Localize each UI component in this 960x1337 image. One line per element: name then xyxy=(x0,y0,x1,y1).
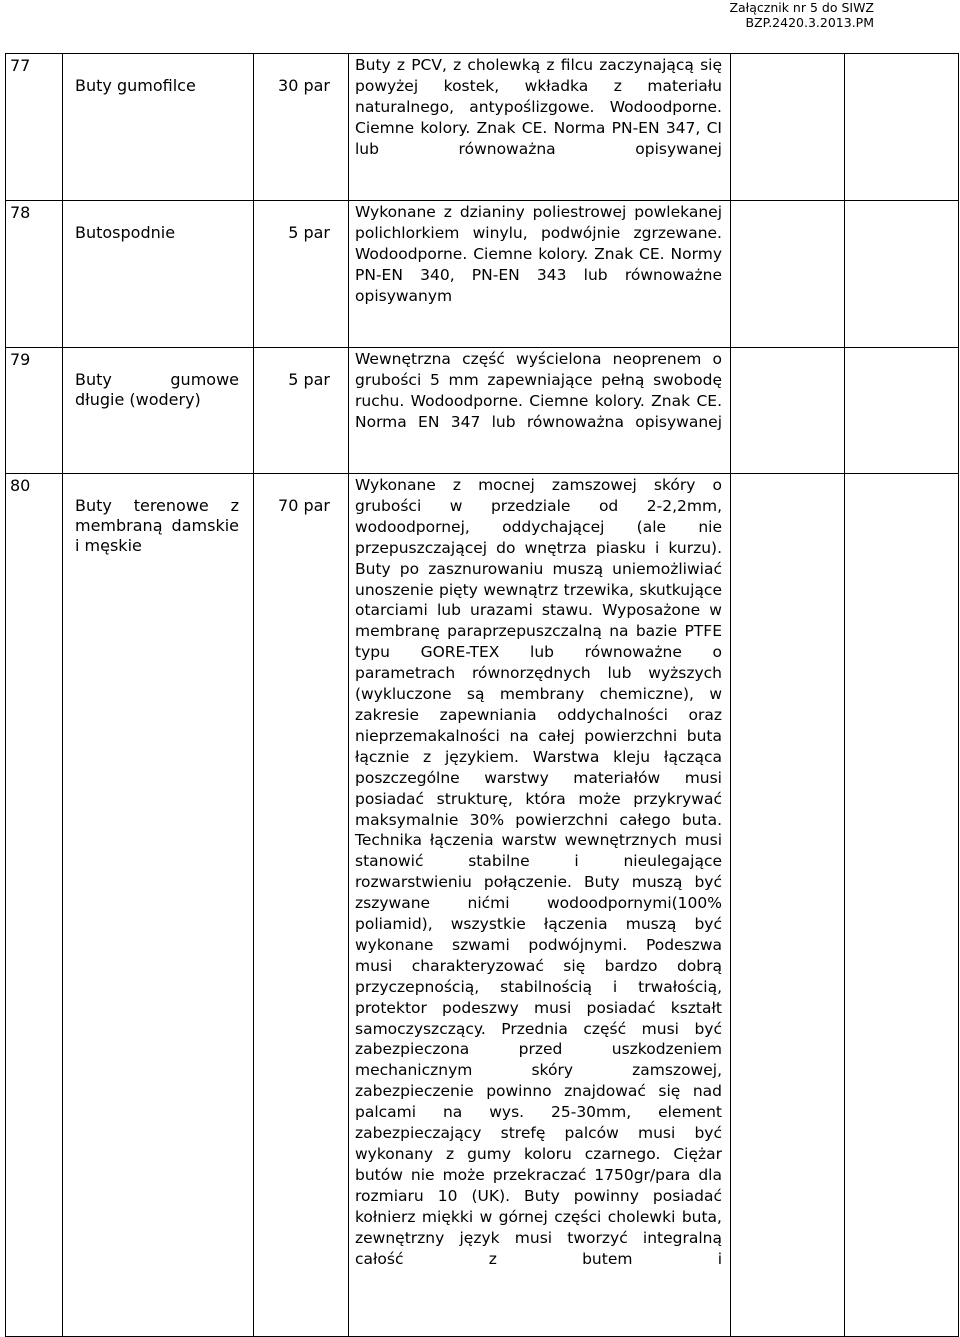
item-quantity: 5 par xyxy=(254,348,349,474)
item-name: Butospodnie xyxy=(63,201,254,348)
table-row xyxy=(6,474,959,1337)
item-quantity: 70 par xyxy=(254,474,349,1337)
empty-cell xyxy=(731,201,845,348)
item-description: Wykonane z mocnej zamszowej skóry o grubości w przedziale od 2-2,2mm, wodoodpornej, oddychającej (ale nie przepuszczającej do wnętrza piasku i kurzu). Buty po zasznurowaniu muszą uniemożliwiać unoszenie pięty wewnątrz trzewika, skutkujące otarciami lub urazami stawu. Wyposażone w membranę paraprzepuszczalną na bazie PTFE typu GORE-TEX lub równoważne o parametrach równorzędnych lub wyższych (wykluczone są membrany chemiczne), w zakresie zapewniania oddychalności oraz nieprzemakalności na całej powierzchni buta łącznie z językiem. Warstwa kleju łącząca poszczególne warstwy materiałów musi posiadać strukturę, która może przykrywać maksymalnie 30% powierzchni całego buta. Technika łączenia warstw wewnętrznych musi stanowić stabilne i nieulegające rozwarstwieniu połączenie. Buty muszą być zszywane nićmi wodoodpornymi(100% poliamid), wszystkie łączenia muszą być wykonane szwami podwójnymi. Podeszwa musi charakteryzować się bardzo dobrą przyczepnością, stabilnością i trwałością, protektor podeszwy musi posiadać kształt samoczyszczący. Przednia część musi być zabezpieczona przed uszkodzeniem mechanicznym skóry zamszowej, zabezpieczenie powinno znajdować się nad palcami na wys. 25-30mm, element zabezpieczający strefę palców musi być wykonany z gumy koloru czarnego. Ciężar butów nie może przekraczać 1750gr/para dla rozmiaru 10 (UK). Buty powinny posiadać kołnierz miękki w górnej części cholewki buta, zewnętrzny język musi tworzyć integralną całość z butem i xyxy=(349,474,731,1337)
empty-cell xyxy=(845,474,959,1337)
attachment-label: Załącznik nr 5 do SIWZ xyxy=(729,0,874,15)
empty-cell xyxy=(731,474,845,1337)
table-row xyxy=(6,201,959,348)
empty-cell xyxy=(845,54,959,201)
table-row xyxy=(6,348,959,474)
item-quantity: 5 par xyxy=(254,201,349,348)
item-description: Buty z PCV, z cholewką z filcu zaczynającą się powyżej kostek, wkładka z materiału naturalnego, antypoślizgowe. Wodoodporne. Ciemne kolory. Znak CE. Norma PN-EN 347, CI lub równoważna opisywanej xyxy=(349,54,731,201)
row-number: 77 xyxy=(6,54,63,201)
item-name: Buty terenowe z membraną damskie i męskie xyxy=(63,474,254,1337)
row-number: 78 xyxy=(6,201,63,348)
table-row xyxy=(6,54,959,201)
specification-table xyxy=(5,53,959,1337)
item-name: Buty gumofilce xyxy=(63,54,254,201)
item-description: Wykonane z dzianiny poliestrowej powlekanej polichlorkiem winylu, podwójnie zgrzewane. Wodoodporne. Ciemne kolory. Znak CE. Normy PN-EN 340, PN-EN 343 lub równoważne opisywanym xyxy=(349,201,731,348)
empty-cell xyxy=(845,348,959,474)
row-number: 80 xyxy=(6,474,63,1337)
item-name: Buty gumowe długie (wodery) xyxy=(63,348,254,474)
item-quantity: 30 par xyxy=(254,54,349,201)
empty-cell xyxy=(845,201,959,348)
row-number: 79 xyxy=(6,348,63,474)
empty-cell xyxy=(731,54,845,201)
item-description: Wewnętrzna część wyścielona neoprenem o grubości 5 mm zapewniające pełną swobodę ruchu. Wodoodporne. Ciemne kolory. Znak CE. Norma EN 347 lub równoważna opisywanej xyxy=(349,348,731,474)
document-header xyxy=(729,0,874,30)
empty-cell xyxy=(731,348,845,474)
reference-number: BZP.2420.3.2013.PM xyxy=(745,15,874,30)
